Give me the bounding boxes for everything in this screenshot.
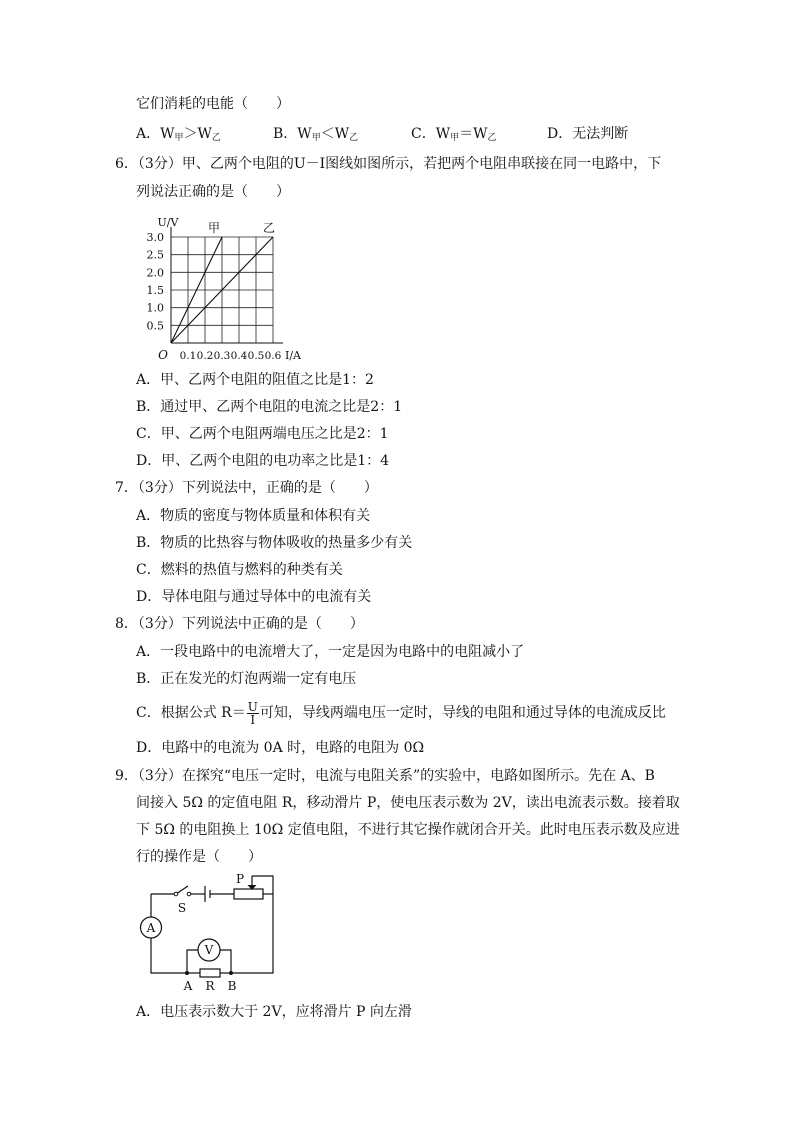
slider-label: P (235, 872, 245, 886)
q7-stem: 7．（3分）下列说法中，正确的是（ ） (115, 480, 378, 496)
x-tick-label: 0.4 (230, 350, 248, 362)
q8-option-a: A．一段电路中的电流增大了，一定是因为电路中的电阻减小了 (136, 644, 525, 660)
resistor-label: R (205, 979, 215, 993)
q7-option-d: D．导体电阻与通过导体中的电流有关 (136, 589, 372, 605)
q9-stem-line2: 间接入 5Ω 的定值电阻 R，移动滑片 P，使电压表示数为 2V，读出电流表示数。接着取 (136, 795, 680, 811)
y-tick-label: 0.5 (146, 319, 164, 333)
q8-option-d: D．电路中的电流为 0A 时，电路的电阻为 0Ω (136, 740, 425, 756)
node-a (185, 971, 189, 975)
series-label: 乙 (262, 221, 276, 235)
fraction-u-over-i: $\frac{U}{I}$ (247, 699, 258, 727)
origin-label: O (158, 348, 168, 362)
x-axis-label: I/A (285, 349, 301, 362)
q5-options (0, 124, 794, 144)
q9-stem-line1: 9．（3分）在探究“电压一定时，电流与电阻关系”的实验中，电路如图所示。先在 A、B (115, 768, 655, 784)
q7-option-c: C．燃料的热值与燃料的种类有关 (136, 562, 343, 578)
q6-option-a: A．甲、乙两个电阻的阻值之比是1：2 (136, 372, 374, 388)
wire-bottom-right (231, 876, 273, 973)
q8-stem: 8．（3分）下列说法中正确的是（ ） (115, 616, 364, 632)
q9-stem-line3: 下 5Ω 的电阻换上 10Ω 定值电阻，不进行其它操作就闭合开关。此时电压表示数及应进 (136, 822, 680, 838)
q6-stem-line1: 6．（3分）甲、乙两个电阻的U－I图线如图所示，若把两个电阻串联接在同一电路中，下 (115, 156, 662, 172)
ammeter-label: A (146, 921, 156, 935)
q7-option-b: B．物质的比热容与物体吸收的热量多少有关 (136, 535, 413, 551)
x-tick-label: 0.5 (247, 350, 265, 362)
q5-option-c: C．$W_甲=W_乙$ (411, 126, 497, 143)
x-tick-label: 0.3 (213, 350, 231, 362)
q8-option-c: C．根据公式 R＝ $\frac{U}{I}$ 可知，导线两端电压一定时，导线的电阻和通过导体的电流成反比 (136, 699, 666, 727)
q6-stem-line2: 列说法正确的是（ ） (136, 184, 290, 200)
q9-option-a: A．电压表示数大于 2V，应将滑片 P 向左滑 (136, 1004, 412, 1020)
q7-option-a: A．物质的密度与物体质量和体积有关 (136, 508, 371, 524)
q5-option-d: D．无法判断 (547, 126, 629, 142)
y-axis-label: U/V (157, 216, 179, 229)
series-label: 甲 (207, 221, 221, 235)
rheostat-body (234, 889, 263, 899)
voltmeter-label: V (204, 943, 214, 957)
y-tick-label: 1.0 (146, 301, 164, 315)
x-tick-label: 0.1 (179, 350, 197, 362)
y-tick-label: 3.0 (146, 231, 164, 244)
node-b (229, 971, 233, 975)
point-b-label: B (227, 979, 237, 993)
q6-option-d: D．甲、乙两个电阻的电功率之比是1：4 (136, 453, 390, 469)
y-tick-label: 2.5 (146, 248, 164, 262)
q8-option-b: B．正在发光的灯泡两端一定有电压 (136, 671, 357, 687)
q6-option-b: B．通过甲、乙两个电阻的电流之比是2：1 (136, 399, 403, 415)
q5-option-b: B．$W_甲<W_乙$ (273, 126, 359, 143)
q9-stem-line4: 行的操作是（ ） (136, 849, 262, 865)
q5-stem-cont: 它们消耗的电能（ ） (136, 96, 290, 112)
circuit-diagram (132, 872, 282, 994)
switch-contact (187, 892, 191, 896)
x-tick-label: 0.2 (196, 350, 214, 362)
switch-contact (174, 892, 178, 896)
q6-option-c: C．甲、乙两个电阻两端电压之比是2：1 (136, 426, 389, 442)
switch-label: S (177, 901, 187, 915)
y-tick-label: 2.0 (146, 266, 164, 280)
resistor-r (200, 969, 220, 977)
q5-option-a: A．$W_甲>W_乙$ (136, 126, 221, 143)
y-tick-label: 1.5 (146, 284, 164, 297)
u-i-chart (130, 210, 330, 362)
x-tick-label: 0.6 (264, 350, 282, 362)
point-a-label: A (183, 979, 193, 993)
chart-labels (147, 216, 303, 362)
